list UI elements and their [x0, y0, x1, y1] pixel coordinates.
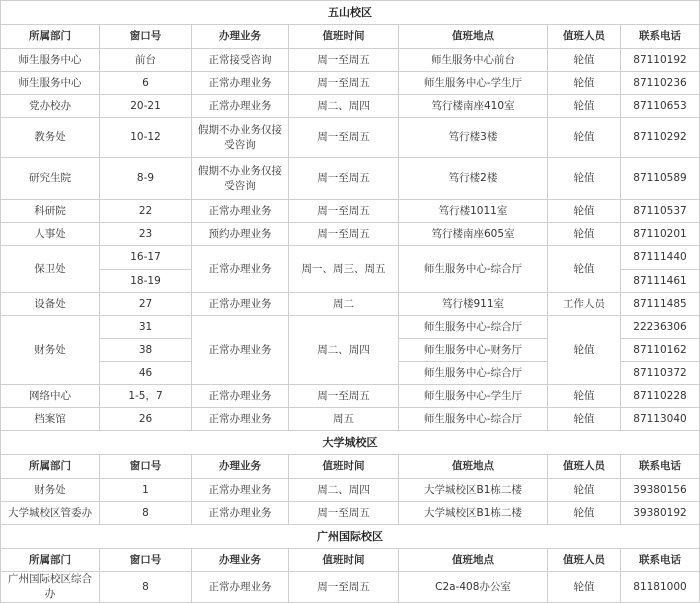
- business-cell: 正常接受咨询: [192, 49, 289, 72]
- table-row: [1, 572, 700, 603]
- campus-title-row: [1, 525, 700, 549]
- dept-cell: 设备处: [1, 293, 100, 316]
- time-cell: 周一至周五: [289, 200, 399, 223]
- window-cell: 46: [100, 362, 192, 385]
- staff-cell: 轮值: [548, 408, 621, 431]
- column-header: 值班时间: [289, 25, 399, 49]
- business-cell: 正常办理业务: [192, 572, 289, 603]
- window-cell: 18-19: [100, 270, 192, 293]
- business-cell: 预约办理业务: [192, 223, 289, 246]
- column-header: 值班地点: [399, 455, 548, 479]
- window-cell: 6: [100, 72, 192, 95]
- time-cell: 周一至周五: [289, 158, 399, 200]
- window-cell: 23: [100, 223, 192, 246]
- window-cell: 31: [100, 316, 192, 339]
- column-header: 联系电话: [621, 25, 700, 49]
- time-cell: 周一至周五: [289, 385, 399, 408]
- time-cell: 周五: [289, 408, 399, 431]
- staff-cell: 轮值: [548, 385, 621, 408]
- campus-title: 大学城校区: [1, 431, 700, 455]
- window-cell: 8-9: [100, 158, 192, 200]
- table-row: [1, 246, 700, 270]
- dept-cell: 科研院: [1, 200, 100, 223]
- column-header: 值班地点: [399, 25, 548, 49]
- table-row: [1, 72, 700, 95]
- phone-cell: 87110653: [621, 95, 700, 118]
- place-cell: 师生服务中心-综合厅: [399, 362, 548, 385]
- dept-cell: 保卫处: [1, 246, 100, 293]
- place-cell: 师生服务中心-学生厅: [399, 72, 548, 95]
- campus-title: 广州国际校区: [1, 525, 700, 549]
- table-row: [1, 95, 700, 118]
- phone-cell: 87110228: [621, 385, 700, 408]
- business-cell: 正常办理业务: [192, 72, 289, 95]
- staff-cell: 轮值: [548, 502, 621, 525]
- staff-cell: 轮值: [548, 95, 621, 118]
- table-row: [1, 158, 700, 200]
- business-cell: 正常办理业务: [192, 293, 289, 316]
- phone-cell: 87110537: [621, 200, 700, 223]
- staff-cell: 轮值: [548, 200, 621, 223]
- window-cell: 22: [100, 200, 192, 223]
- column-header: 联系电话: [621, 549, 700, 572]
- column-header: 联系电话: [621, 455, 700, 479]
- place-cell: C2a-408办公室: [399, 572, 548, 603]
- table-row: [1, 316, 700, 339]
- table-row: [1, 200, 700, 223]
- staff-cell: 轮值: [548, 72, 621, 95]
- column-header: 办理业务: [192, 549, 289, 572]
- time-cell: 周二: [289, 293, 399, 316]
- place-cell: 笃行楼911室: [399, 293, 548, 316]
- staff-cell: 轮值: [548, 118, 621, 158]
- window-cell: 20-21: [100, 95, 192, 118]
- table-row: [1, 502, 700, 525]
- window-cell: 1-5，7: [100, 385, 192, 408]
- staff-cell: 轮值: [548, 572, 621, 603]
- phone-cell: 87113040: [621, 408, 700, 431]
- window-cell: 27: [100, 293, 192, 316]
- column-header: 值班人员: [548, 455, 621, 479]
- window-cell: 8: [100, 572, 192, 603]
- window-cell: 26: [100, 408, 192, 431]
- staff-cell: 轮值: [548, 316, 621, 385]
- table-row: [1, 49, 700, 72]
- column-header: 值班人员: [548, 549, 621, 572]
- window-cell: 10-12: [100, 118, 192, 158]
- phone-cell: 22236306: [621, 316, 700, 339]
- column-header: 所属部门: [1, 25, 100, 49]
- dept-cell: 教务处: [1, 118, 100, 158]
- dept-cell: 人事处: [1, 223, 100, 246]
- place-cell: 笃行楼南座410室: [399, 95, 548, 118]
- table-row: [1, 408, 700, 431]
- column-header: 窗口号: [100, 549, 192, 572]
- column-header: 窗口号: [100, 25, 192, 49]
- staff-cell: 轮值: [548, 246, 621, 293]
- column-header: 窗口号: [100, 455, 192, 479]
- place-cell: 师生服务中心前台: [399, 49, 548, 72]
- time-cell: 周一至周五: [289, 118, 399, 158]
- phone-cell: 87111440: [621, 246, 700, 270]
- campus-title: 五山校区: [1, 1, 700, 25]
- phone-cell: 87110372: [621, 362, 700, 385]
- dept-cell: 广州国际校区综合办: [1, 572, 100, 603]
- dept-cell: 网络中心: [1, 385, 100, 408]
- window-cell: 8: [100, 502, 192, 525]
- business-cell: 正常办理业务: [192, 316, 289, 385]
- staff-cell: 轮值: [548, 158, 621, 200]
- campus-title-row: [1, 1, 700, 25]
- phone-cell: 81181000: [621, 572, 700, 603]
- place-cell: 大学城校区B1栋二楼: [399, 502, 548, 525]
- dept-cell: 财务处: [1, 316, 100, 385]
- time-cell: 周一至周五: [289, 72, 399, 95]
- time-cell: 周二、周四: [289, 95, 399, 118]
- column-header: 办理业务: [192, 25, 289, 49]
- phone-cell: 39380192: [621, 502, 700, 525]
- table-row: [1, 293, 700, 316]
- place-cell: 笃行楼南座605室: [399, 223, 548, 246]
- business-cell: 正常办理业务: [192, 408, 289, 431]
- place-cell: 笃行楼2楼: [399, 158, 548, 200]
- phone-cell: 87110589: [621, 158, 700, 200]
- phone-cell: 87110236: [621, 72, 700, 95]
- table-header-row: [1, 549, 700, 572]
- table-row: [1, 118, 700, 158]
- table-header-row: [1, 455, 700, 479]
- business-cell: 正常办理业务: [192, 95, 289, 118]
- dept-cell: 档案馆: [1, 408, 100, 431]
- column-header: 值班时间: [289, 455, 399, 479]
- column-header: 办理业务: [192, 455, 289, 479]
- time-cell: 周一至周五: [289, 502, 399, 525]
- business-cell: 正常办理业务: [192, 385, 289, 408]
- business-cell: 正常办理业务: [192, 479, 289, 502]
- column-header: 值班地点: [399, 549, 548, 572]
- column-header: 所属部门: [1, 549, 100, 572]
- dept-cell: 研究生院: [1, 158, 100, 200]
- place-cell: 笃行楼1011室: [399, 200, 548, 223]
- dept-cell: 财务处: [1, 479, 100, 502]
- place-cell: 师生服务中心-学生厅: [399, 385, 548, 408]
- column-header: 值班时间: [289, 549, 399, 572]
- time-cell: 周一、周三、周五: [289, 246, 399, 293]
- table-header-row: [1, 25, 700, 49]
- time-cell: 周二、周四: [289, 479, 399, 502]
- time-cell: 周一至周五: [289, 49, 399, 72]
- table-row: [1, 223, 700, 246]
- phone-cell: 87111461: [621, 270, 700, 293]
- dept-cell: 党办校办: [1, 95, 100, 118]
- business-cell: 正常办理业务: [192, 246, 289, 293]
- window-cell: 38: [100, 339, 192, 362]
- place-cell: 笃行楼3楼: [399, 118, 548, 158]
- place-cell: 师生服务中心-综合厅: [399, 408, 548, 431]
- column-header: 所属部门: [1, 455, 100, 479]
- window-cell: 16-17: [100, 246, 192, 270]
- phone-cell: 87110162: [621, 339, 700, 362]
- business-cell: 假期不办业务仅接受咨询: [192, 158, 289, 200]
- dept-cell: 师生服务中心: [1, 49, 100, 72]
- duty-schedule-body: [1, 1, 700, 603]
- column-header: 值班人员: [548, 25, 621, 49]
- table-row: [1, 385, 700, 408]
- staff-cell: 轮值: [548, 479, 621, 502]
- phone-cell: 39380156: [621, 479, 700, 502]
- business-cell: 正常办理业务: [192, 200, 289, 223]
- table-row: [1, 479, 700, 502]
- business-cell: 正常办理业务: [192, 502, 289, 525]
- place-cell: 师生服务中心-综合厅: [399, 246, 548, 293]
- phone-cell: 87111485: [621, 293, 700, 316]
- time-cell: 周一至周五: [289, 223, 399, 246]
- dept-cell: 大学城校区管委办: [1, 502, 100, 525]
- window-cell: 前台: [100, 49, 192, 72]
- staff-cell: 轮值: [548, 49, 621, 72]
- staff-cell: 轮值: [548, 223, 621, 246]
- window-cell: 1: [100, 479, 192, 502]
- business-cell: 假期不办业务仅接受咨询: [192, 118, 289, 158]
- time-cell: 周一至周五: [289, 572, 399, 603]
- staff-cell: 工作人员: [548, 293, 621, 316]
- place-cell: 师生服务中心-综合厅: [399, 316, 548, 339]
- campus-title-row: [1, 431, 700, 455]
- phone-cell: 87110192: [621, 49, 700, 72]
- phone-cell: 87110201: [621, 223, 700, 246]
- place-cell: 大学城校区B1栋二楼: [399, 479, 548, 502]
- time-cell: 周二、周四: [289, 316, 399, 385]
- place-cell: 师生服务中心-财务厅: [399, 339, 548, 362]
- dept-cell: 师生服务中心: [1, 72, 100, 95]
- phone-cell: 87110292: [621, 118, 700, 158]
